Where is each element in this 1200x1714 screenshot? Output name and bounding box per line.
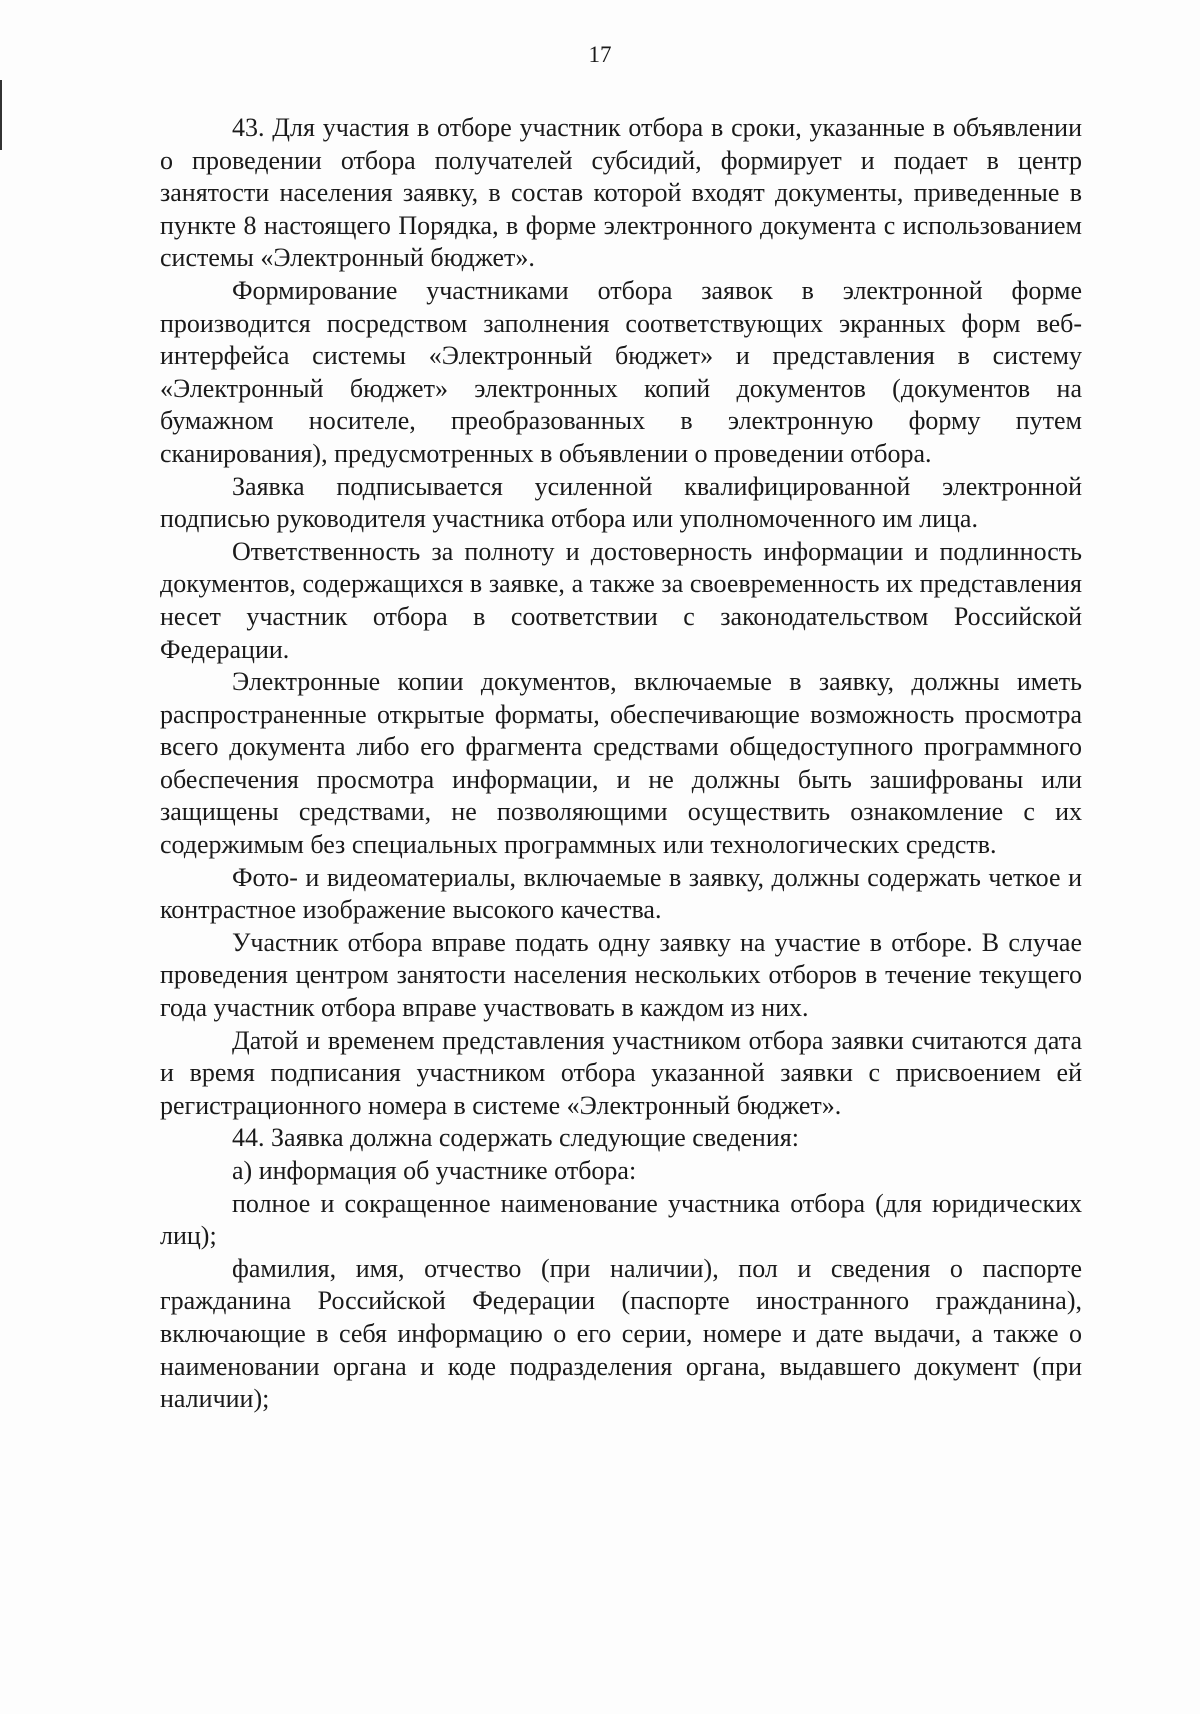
paragraph-electronic-copies: Электронные копии документов, включаемые в заявку, должны иметь распространенные открытые форматы, обеспечивающие возможность просмотра всего документа либо его фрагмента средствами общедоступного программного обеспечения просмотра информации, и не должны быть зашифрованы или защищены средствами, не позволяющими осуществить ознакомление с их содержимым без специальных программных или технологических средств. bbox=[160, 667, 1082, 860]
paragraph-responsibility: Ответственность за полноту и достоверность информации и подлинность документов, содержащихся в заявке, а также за своевременность их представления несет участник отбора в соответствии с законодательством Российской Федерации. bbox=[160, 536, 1082, 664]
scan-edge-mark bbox=[0, 80, 2, 150]
paragraph-single-application: Участник отбора вправе подать одну заявку на участие в отборе. В случае проведения центром занятости населения нескольких отборов в течение текущего года участник отбора вправе участвовать в каждом из них. bbox=[160, 927, 1082, 1023]
paragraph-passport: фамилия, имя, отчество (при наличии), пол и сведения о паспорте гражданина Российской Федерации (паспорте иностранного гражданина), включающие в себя информацию о его серии, номере и дате выдачи, а также о наименовании органа и коде подразделения органа, выдавшего документ (при наличии); bbox=[160, 1253, 1082, 1414]
paragraph-submission-date: Датой и временем представления участником отбора заявки считаются дата и время подписания участником отбора указанной заявки с присвоением ей регистрационного номера в системе «Электронный бюджет». bbox=[160, 1025, 1082, 1120]
paragraph-photo-video: Фото- и видеоматериалы, включаемые в заявку, должны содержать четкое и контрастное изображение высокого качества. bbox=[160, 862, 1082, 925]
paragraph-electronic-form: Формирование участниками отбора заявок в электронной форме производится посредством заполнения соответствующих экранных форм веб-интерфейса системы «Электронный бюджет» и представления в систему «Электронный бюджет» электронных копий документов (документов на бумажном носителе, преобразованных в электронную форму путем сканирования), предусмотренных в объявлении о проведении отбора. bbox=[160, 275, 1082, 468]
page-number: 17 bbox=[588, 42, 612, 67]
paragraph-44-a: а) информация об участнике отбора: bbox=[232, 1156, 637, 1185]
paragraph-signature: Заявка подписывается усиленной квалифицированной электронной подписью руководителя участника отбора или уполномоченного им лица. bbox=[160, 471, 1082, 534]
paragraph-44: 44. Заявка должна содержать следующие сведения: bbox=[232, 1123, 799, 1153]
paragraph-43: 43. Для участия в отборе участник отбора в сроки, указанные в объявлении о проведении отбора получателей субсидий, формирует и подает в центр занятости населения заявку, в состав которой входят документы, приведенные в пункте 8 настоящего Порядка, в форме электронного документа с использованием системы «Электронный бюджет». bbox=[160, 113, 1082, 273]
paragraph-full-name: полное и сокращенное наименование участника отбора (для юридических лиц); bbox=[160, 1188, 1082, 1251]
document-body bbox=[160, 112, 1082, 1416]
